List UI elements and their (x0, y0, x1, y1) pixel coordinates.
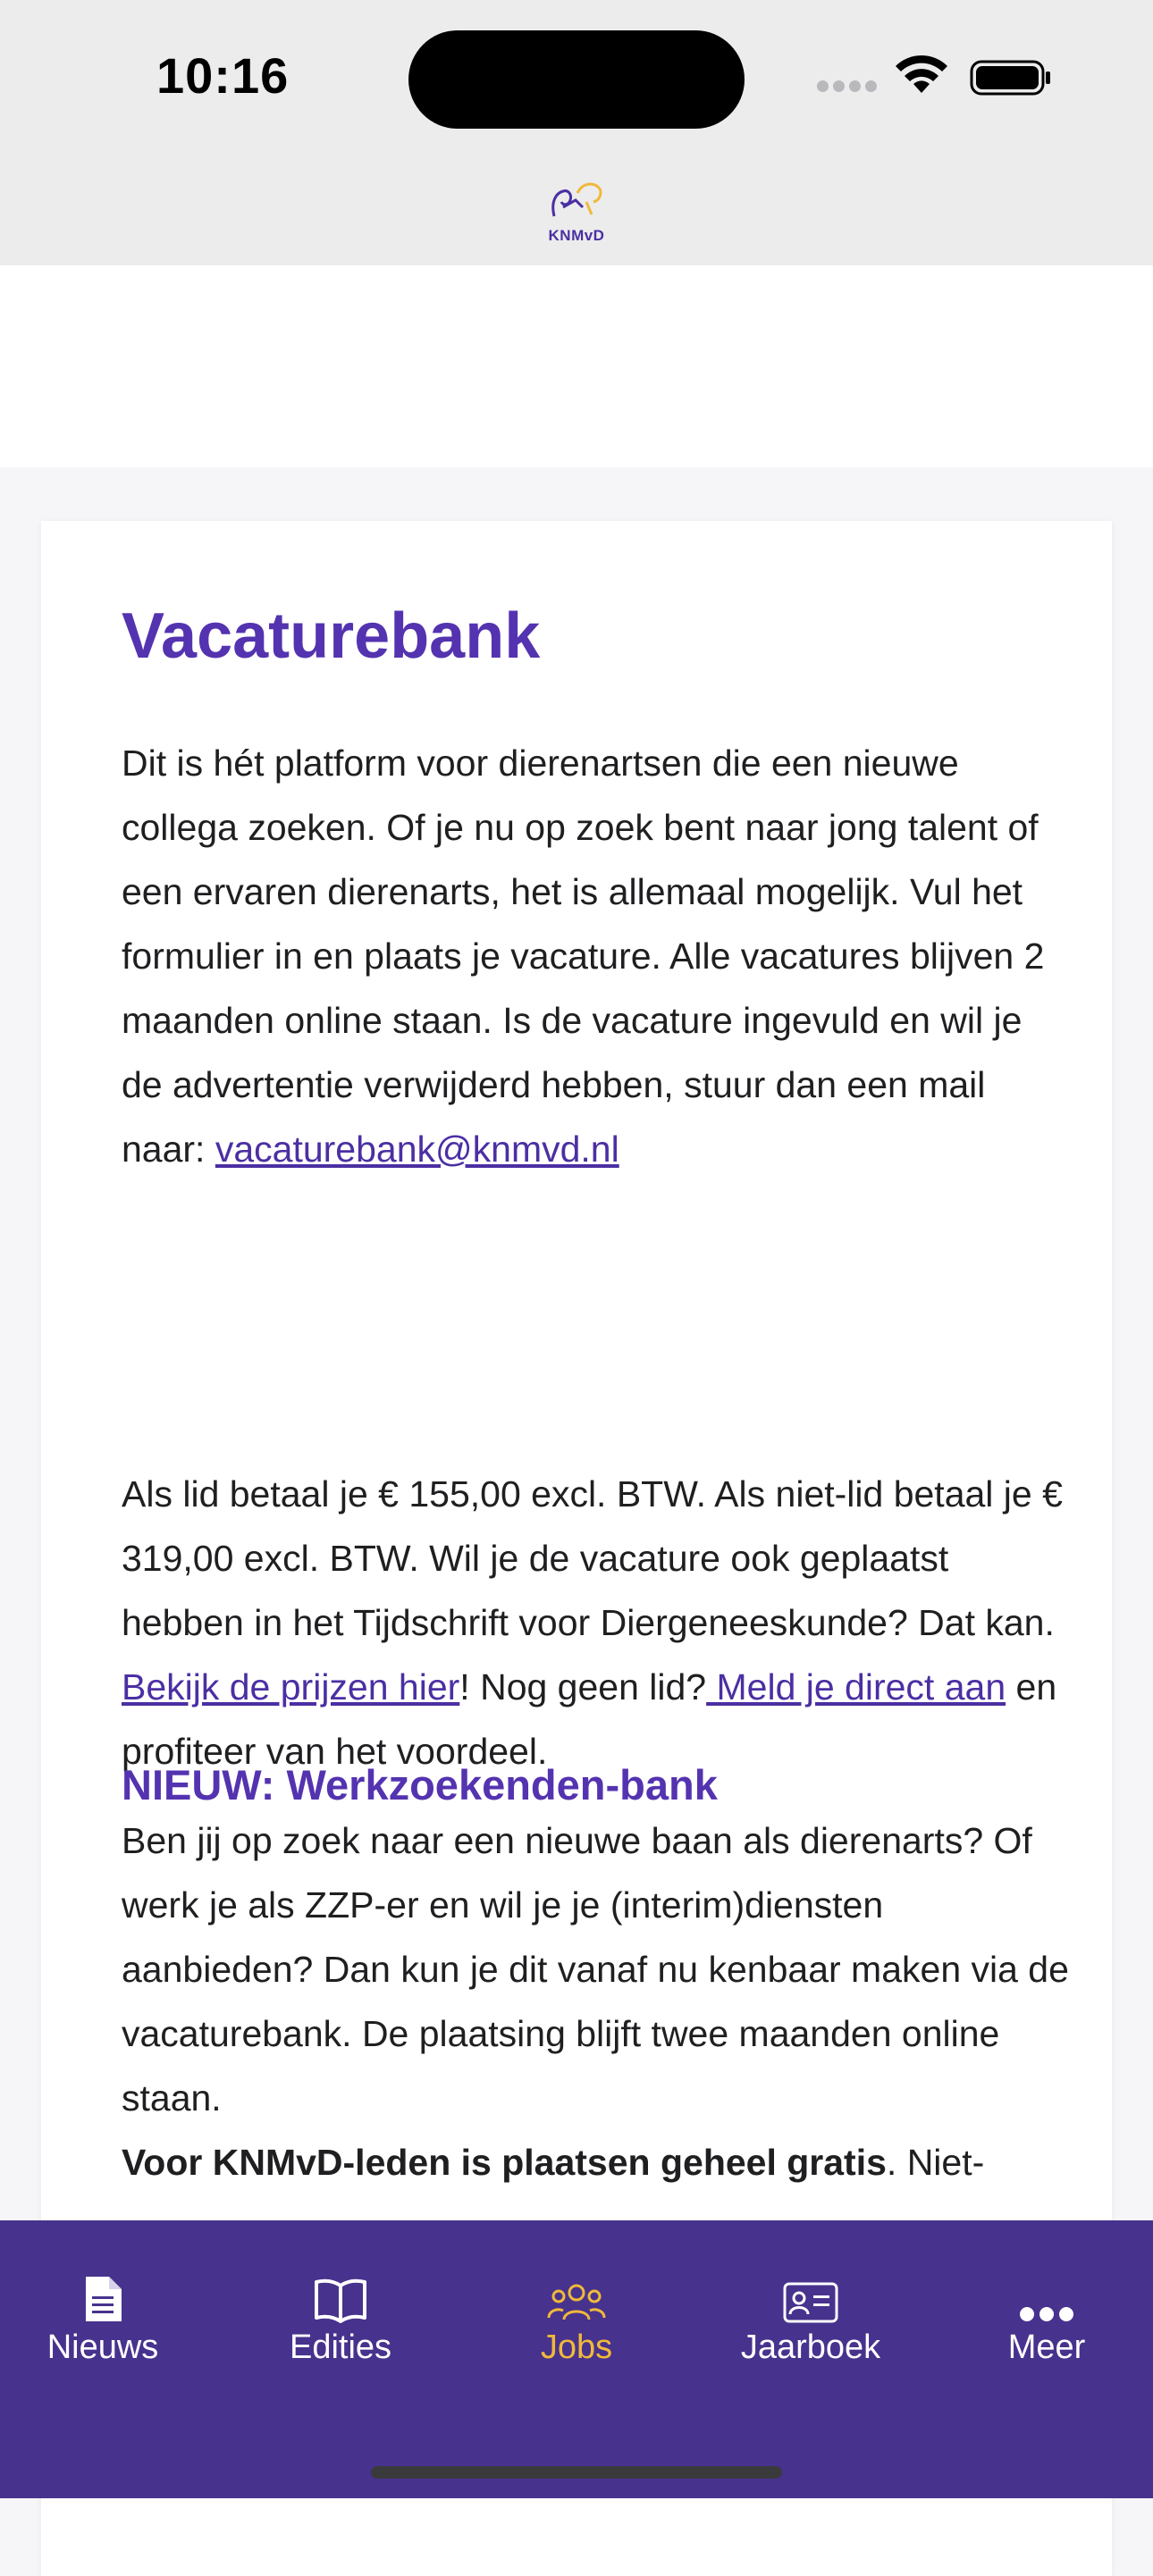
section-after-text: . Niet- (886, 2142, 985, 2183)
logo-figure-icon (536, 175, 617, 227)
signup-link[interactable]: Meld je direct aan (706, 1666, 1006, 1708)
battery-icon (970, 59, 1052, 96)
intro-paragraph (122, 731, 1069, 1181)
more-icon (1019, 2305, 1074, 2323)
tab-nieuws-label: Nieuws (46, 2328, 159, 2366)
bottom-tab-bar (0, 2220, 1153, 2498)
tab-jobs-label: Jobs (540, 2328, 613, 2366)
pricing-text: Als lid betaal je € 155,00 excl. BTW. Als niet-lid betaal je € 319,00 excl. BTW. Wil je de vacature ook geplaatst hebben in het Tijdschrift voor Diergeneeskunde? Dat kan. (122, 1473, 1063, 1643)
document-icon (82, 2275, 123, 2323)
people-icon (547, 2280, 606, 2323)
banner-area (0, 265, 1153, 467)
tab-edities[interactable] (242, 2270, 439, 2367)
logo-text: KNMvD (548, 227, 605, 244)
tab-jobs[interactable] (478, 2270, 675, 2367)
tab-meer[interactable] (948, 2270, 1145, 2367)
prices-link[interactable]: Bekijk de prijzen hier (122, 1666, 460, 1708)
pricing-paragraph (122, 1462, 1069, 1783)
pricing-mid: ! Nog geen lid? (459, 1666, 707, 1708)
section-bold-text: Voor KNMvD-leden is plaatsen geheel gratis (122, 2142, 887, 2183)
knmvd-logo[interactable] (536, 175, 617, 248)
pricing-end: en profiteer van het voordeel. (122, 1666, 1057, 1772)
id-card-icon (783, 2282, 838, 2323)
tab-jaarboek[interactable] (712, 2270, 909, 2367)
tab-jaarboek-label: Jaarboek (740, 2328, 881, 2366)
cellular-signal-icon (817, 80, 878, 93)
section-heading: NIEUW: Werkzoekenden-bank (122, 1761, 718, 1808)
tab-edities-label: Edities (289, 2328, 392, 2366)
top-header (0, 0, 1153, 265)
book-icon (313, 2277, 368, 2323)
intro-text: Dit is hét platform voor dierenartsen die een nieuwe collega zoeken. Of je nu op zoek bent naar jong talent of een ervaren dierenarts, het is allemaal mogelijk. Vul het formulier in en plaats je vacature. Alle vacatures blijven 2 maanden online staan. Is de vacature ingevuld en wil je de advertentie verwijderd hebben, stuur dan een mail naar: (122, 743, 1045, 1170)
status-time: 10:16 (156, 47, 290, 104)
section-text: Ben jij op zoek naar een nieuwe baan als dierenarts? Of werk je als ZZP-er en wil je je (interim)diensten aanbieden? Dan kun je dit vanaf nu kenbaar maken via de vacaturebank. De plaatsing blijft twee maanden online staan. (122, 1820, 1069, 2119)
email-link[interactable]: vacaturebank@knmvd.nl (215, 1129, 619, 1170)
tab-meer-label: Meer (1007, 2328, 1086, 2366)
wifi-icon (894, 54, 949, 96)
dynamic-island (408, 30, 745, 129)
page-title: Vacaturebank (122, 600, 541, 672)
tab-nieuws[interactable] (4, 2270, 201, 2367)
home-indicator[interactable] (371, 2466, 782, 2479)
section-paragraph (122, 1808, 1069, 2194)
